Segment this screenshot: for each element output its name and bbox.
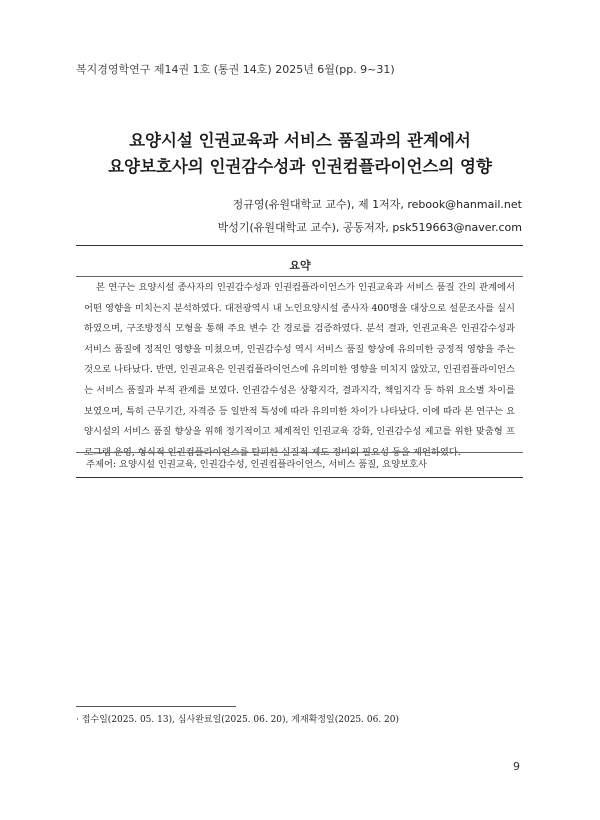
keywords-line: 주제어: 요양시설 인권교육, 인권감수성, 인권컴플라이언스, 서비스 품질, 요양보호사 <box>86 459 427 470</box>
footnote-rule <box>76 706 236 707</box>
keywords-rule <box>76 452 523 453</box>
page-number: 9 <box>513 760 520 773</box>
abstract-heading-rule <box>76 276 523 277</box>
abstract-heading: 요약 <box>289 259 311 272</box>
journal-header: 복지경영학연구 제14권 1호 (통권 14호) 2025년 6월(pp. 9~31) <box>76 63 395 76</box>
paper-title-line-1: 요양시설 인권교육과 서비스 품질과의 관계에서 <box>129 131 471 150</box>
paper-title-line-2: 요양보호사의 인권감수성과 인권컴플라이언스의 영향 <box>108 157 492 176</box>
abstract-top-rule <box>76 245 523 246</box>
author-second: 박성기(유원대학교 교수), 공동저자, psk519663@naver.com <box>217 221 522 234</box>
footnote-dates: · 접수일(2025. 05. 13), 심사완료일(2025. 06. 20), 게재확정일(2025. 06. 20) <box>76 715 400 725</box>
abstract-bottom-rule <box>76 477 523 478</box>
author-first: 정규영(유원대학교 교수), 제 1저자, rebook@hanmail.net <box>232 198 522 211</box>
abstract-body: 본 연구는 요양시설 종사자의 인권감수성과 인권컴플라이언스가 인권교육과 서비스 품질 간의 관계에서 어떤 영향을 미치는지 분석하였다. 대전광역시 내 노인요양시설 종사자 400명을 대상으로 설문조사를 실시하였으며, 구조방정식 모형을 통해 주요 변수 간 경로를 검증하였다. 분석 결과, 인권교육은 인권감수성과 서비스 품질에 정적인 영향을 미쳤으며, 인권감수성 역시 서비스 품질 향상에 유의미한 긍정적 영향을 주는 것으로 나타났다. 반면, 인권교육은 인권컴플라이언스에 유의미한 영향을 미치지 않았고, 인권컴플라이언스는 서비스 품질과 부적 관계를 보였다. 인권감수성은 상황지각, 결과지각, 책임지각 등 하위 요소별 차이를 보였으며, 특히 근무기간, 자격증 등 일반적 특성에 따라 유의미한 차이가 나타났다. 이에 따라 본 연구는 요양시설의 서비스 품질 향상을 위해 정기적이고 체계적인 인권교육 강화, 인권감수성 제고를 위한 맞춤형 프로그램 운영, 형식적 인권컴플라이언스를 탈피한 실질적 제도 정비의 필요성 등을 제언하였다. <box>84 282 515 458</box>
